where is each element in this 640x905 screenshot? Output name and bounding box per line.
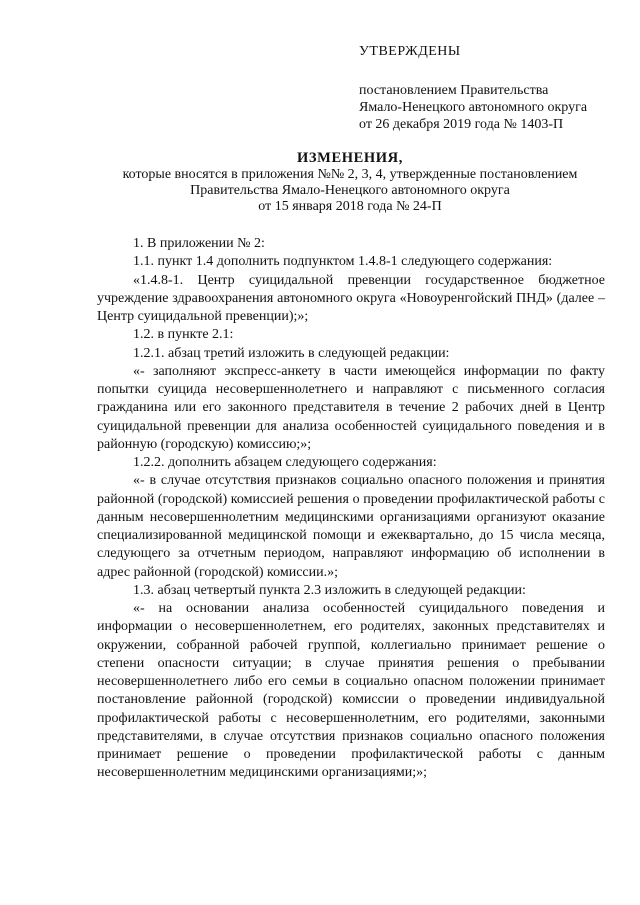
- body-paragraph: 1.2.2. дополнить абзацем следующего содержания:: [133, 455, 437, 470]
- body-paragraph: 1.3. абзац четвертый пункта 2.3 изложить в следующей редакции:: [133, 582, 526, 598]
- approval-block: [359, 44, 619, 133]
- body-paragraph: 1.2. в пункте 2.1:: [133, 327, 234, 343]
- approval-line: Ямало-Ненецкого автономного округа: [359, 100, 588, 115]
- document-subtitle-line: которые вносятся в приложения №№ 2, 3, 4, утвержденные постановлением: [122, 167, 578, 182]
- body-paragraph: 1. В приложении № 2:: [133, 236, 265, 251]
- body-paragraph: «- на основании анализа особенностей суицидального поведения и информации о несовершеннолетнем, его родителях, законных представителях и окружении, собранной рабочей группой, коллегиально принимает решение о степени опасности ситуации; в случае принятия решения о пребывании несовершеннолетнего либо его семьи в социально опасном положении принимает постановление районной (городской) комиссии о проведении индивидуальной профилактической работы с несовершеннолетним, его родителями, законными представителями, в случае отсутствия признаков социально опасного положения принимает решение о проведении профилактической работы с данным несовершеннолетним медицинскими организациями;»;: [97, 601, 605, 781]
- approval-title: УТВЕРЖДЕНЫ: [359, 44, 461, 59]
- body-paragraph: «- заполняют экспресс-анкету в части имеющейся информации по факту попытки суицида несовершеннолетнего и направляют с письменного согласия гражданина или его законного представителя в течение 2 рабочих дней в Центр суицидальной превенции для анализа особенностей суицидального поведения и в районную (городскую) комиссию;»;: [97, 363, 605, 452]
- document-header: [80, 150, 620, 215]
- document-subtitle-line: Правительства Ямало-Ненецкого автономного округа: [190, 183, 510, 198]
- body-paragraph: «1.4.8-1. Центр суицидальной превенции государственное бюджетное учреждение здравоохранения автономного округа «Новоуренгойский ПНД» (далее – Центр суицидальной превенции);»;: [97, 272, 605, 324]
- document-subtitle-line: от 15 января 2018 года № 24-П: [258, 199, 442, 214]
- document-title: ИЗМЕНЕНИЯ,: [297, 150, 403, 166]
- body-paragraph: 1.2.1. абзац третий изложить в следующей редакции:: [133, 345, 450, 361]
- approval-line: от 26 декабря 2019 года № 1403-П: [359, 117, 564, 132]
- body-paragraph: «- в случае отсутствия признаков социально опасного положения и принятия районной (городской) комиссией решения о проведении профилактической работы с данным несовершеннолетним медицинскими организациями организуют оказание специализированной медицинской помощи и ежеквартально, до 15 числа месяца, следующего за отчетным периодом, направляют информацию об исполнении в адрес районной (городской) комиссии.»;: [97, 473, 605, 580]
- document-body: [97, 235, 605, 783]
- approval-line: постановлением Правительства: [359, 83, 549, 98]
- body-paragraph: 1.1. пункт 1.4 дополнить подпунктом 1.4.8-1 следующего содержания:: [133, 254, 553, 270]
